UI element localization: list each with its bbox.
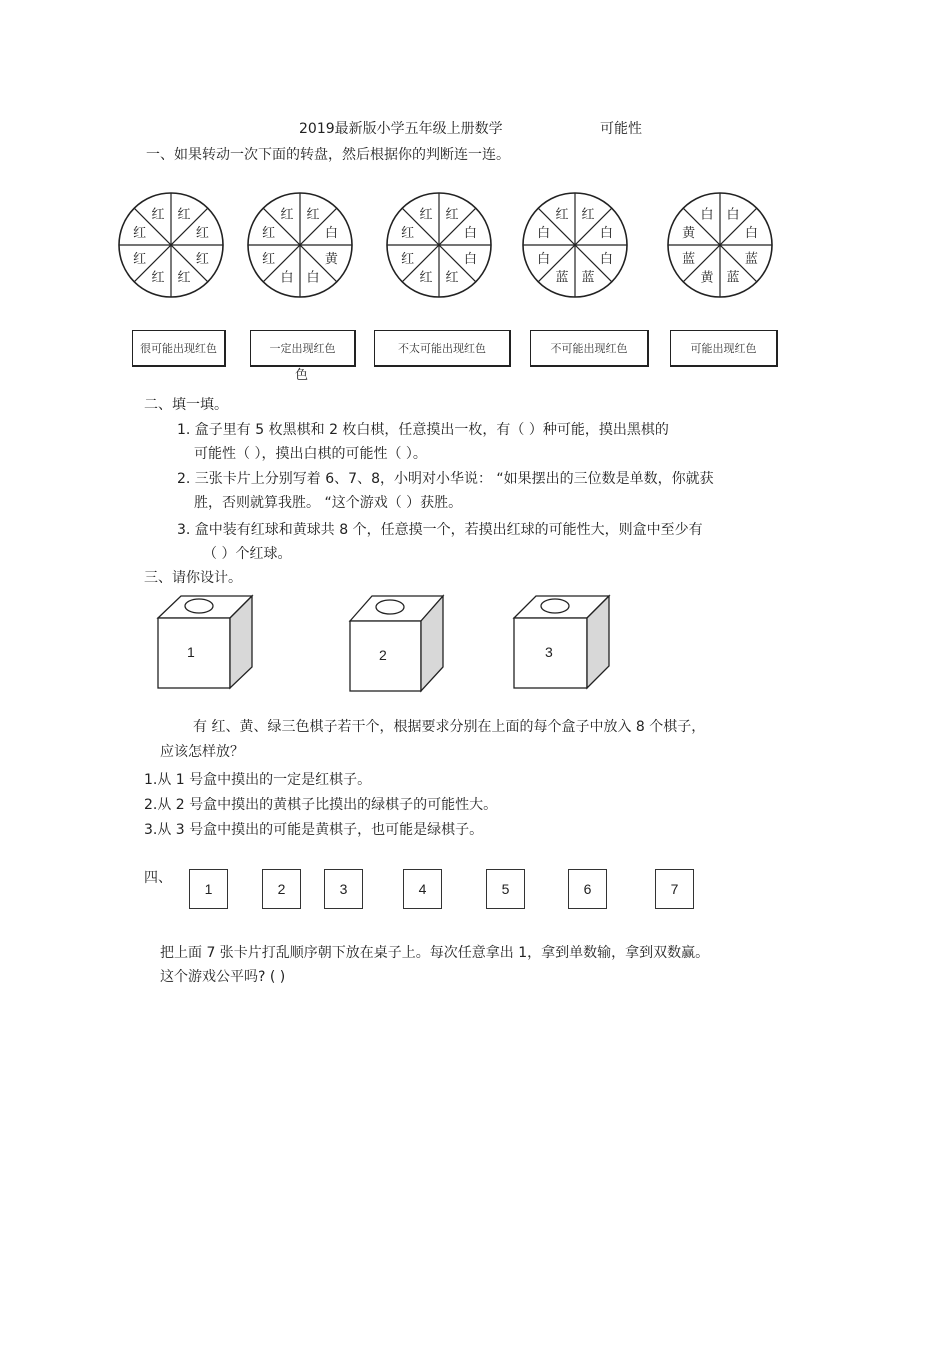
spinner-3 bbox=[384, 190, 494, 300]
spinner-sector-label: 白 bbox=[324, 225, 338, 241]
spinner-sector-label: 红 bbox=[280, 207, 294, 223]
spinner-sector-label: 红 bbox=[419, 270, 433, 286]
spinner-sector-label: 红 bbox=[195, 252, 209, 268]
spinner-sector-label: 红 bbox=[306, 207, 320, 223]
spinner-sector-label: 红 bbox=[445, 270, 459, 286]
section1-heading: 一、如果转动一次下面的转盘，然后根据你的判断连一连。 bbox=[146, 147, 510, 163]
q1-line1: 1. 盒子里有 5 枚黑棋和 2 枚白棋，任意摸出一枚，有（ ）种可能，摸出黑棋的 bbox=[177, 422, 669, 438]
spinner-sector-label: 白 bbox=[537, 252, 551, 268]
spinner-sector-label: 红 bbox=[177, 207, 191, 223]
spinner-sector-label: 红 bbox=[195, 225, 209, 241]
box-1-number: 1 bbox=[187, 644, 195, 660]
spinner-sector-label: 蓝 bbox=[581, 270, 595, 286]
option-box-3 bbox=[374, 330, 511, 367]
spinner-sector-label: 白 bbox=[463, 252, 477, 268]
spinner-5 bbox=[665, 190, 775, 300]
number-card-2: 2 bbox=[262, 869, 301, 909]
box-2 bbox=[343, 590, 463, 694]
design-intro-line2: 应该怎样放？ bbox=[160, 744, 244, 760]
spinner-sector-label: 蓝 bbox=[555, 270, 569, 286]
option-label: 一定出现红色 bbox=[269, 342, 336, 355]
spinner-sector-label: 红 bbox=[262, 252, 276, 268]
spinner-sector-label: 蓝 bbox=[744, 252, 758, 268]
number-card-5: 5 bbox=[486, 869, 525, 909]
option-label: 不太可能出现红色 bbox=[398, 342, 486, 355]
spinner-sector-label: 黄 bbox=[682, 225, 696, 241]
q1-line2: 可能性（ ），摸出白棋的可能性（ ）。 bbox=[194, 446, 427, 462]
requirement-3: 3.从 3 号盒中摸出的可能是黄棋子，也可能是绿棋子。 bbox=[144, 822, 484, 838]
number-card-3: 3 bbox=[324, 869, 363, 909]
spinner-sector-label: 红 bbox=[133, 225, 147, 241]
q3-line1: 3. 盒中装有红球和黄球共 8 个，任意摸一个，若摸出红球的可能性大，则盒中至少有 bbox=[177, 522, 703, 538]
option-label: 很可能出现红色 bbox=[140, 342, 217, 355]
spinner-4 bbox=[520, 190, 630, 300]
game-text-line2: 这个游戏公平吗? ( ) bbox=[160, 969, 286, 985]
overflow-char: 色 bbox=[295, 368, 309, 383]
spinner-sector-label: 蓝 bbox=[726, 270, 740, 286]
box-2-number: 2 bbox=[379, 647, 387, 663]
section2-heading: 二、填一填。 bbox=[144, 397, 228, 413]
spinner-sector-label: 白 bbox=[700, 207, 714, 223]
spinner-sector-label: 红 bbox=[419, 207, 433, 223]
spinner-sector-label: 白 bbox=[599, 252, 613, 268]
q2-line1: 2. 三张卡片上分别写着 6、7、8，小明对小华说： “如果摆出的三位数是单数，你就获 bbox=[177, 471, 714, 487]
spinner-sector-label: 白 bbox=[726, 207, 740, 223]
spinner-sector-label: 红 bbox=[133, 252, 147, 268]
spinner-sector-label: 红 bbox=[401, 252, 415, 268]
requirement-2: 2.从 2 号盒中摸出的黄棋子比摸出的绿棋子的可能性大。 bbox=[144, 797, 498, 813]
spinner-sector-label: 白 bbox=[306, 270, 320, 286]
option-label: 可能出现红色 bbox=[690, 342, 757, 355]
number-card-1: 1 bbox=[189, 869, 228, 909]
option-box-1 bbox=[132, 330, 226, 367]
spinner-sector-label: 红 bbox=[581, 207, 595, 223]
spinner-sector-label: 红 bbox=[445, 207, 459, 223]
requirement-1: 1.从 1 号盒中摸出的一定是红棋子。 bbox=[144, 772, 372, 788]
spinner-sector-label: 红 bbox=[262, 225, 276, 241]
spinner-sector-label: 黄 bbox=[700, 270, 714, 286]
number-card-4: 4 bbox=[403, 869, 442, 909]
section4-heading: 四、 bbox=[144, 870, 172, 886]
option-label: 不可能出现红色 bbox=[550, 342, 628, 355]
section3-heading: 三、请你设计。 bbox=[144, 570, 242, 586]
spinner-sector-label: 蓝 bbox=[682, 252, 696, 268]
spinner-2 bbox=[245, 190, 355, 300]
box-1 bbox=[150, 590, 270, 690]
spinner-sector-label: 白 bbox=[463, 225, 477, 241]
spinner-sector-label: 红 bbox=[177, 270, 191, 286]
spinner-sector-label: 白 bbox=[537, 225, 551, 241]
spinner-1 bbox=[116, 190, 226, 300]
spinner-sector-label: 白 bbox=[280, 270, 294, 286]
number-card-6: 6 bbox=[568, 869, 607, 909]
spinner-sector-label: 红 bbox=[401, 225, 415, 241]
q3-line2: （ ）个红球。 bbox=[203, 546, 292, 562]
option-box-4 bbox=[530, 330, 649, 367]
spinner-sector-label: 黄 bbox=[324, 252, 338, 268]
box-3-number: 3 bbox=[545, 644, 553, 660]
spinner-sector-label: 白 bbox=[599, 225, 613, 241]
game-text-line1: 把上面 7 张卡片打乱顺序朝下放在桌子上。每次任意拿出 1，拿到单数输，拿到双数赢。 bbox=[160, 945, 710, 961]
option-box-2 bbox=[250, 330, 356, 367]
spinner-sector-label: 红 bbox=[151, 270, 165, 286]
spinner-sector-label: 红 bbox=[555, 207, 569, 223]
q2-line2: 胜，否则就算我胜。 “这个游戏（ ）获胜。 bbox=[194, 495, 463, 511]
box-3 bbox=[507, 590, 627, 690]
spinner-sector-label: 白 bbox=[744, 225, 758, 241]
option-box-5 bbox=[670, 330, 778, 367]
number-card-7: 7 bbox=[655, 869, 694, 909]
spinner-sector-label: 红 bbox=[151, 207, 165, 223]
doc-topic: 可能性 bbox=[600, 121, 642, 137]
doc-title: 2019最新版小学五年级上册数学 bbox=[299, 121, 503, 137]
design-intro-line1: 有 红、黄、绿三色棋子若干个，根据要求分别在上面的每个盒子中放入 8 个棋子， bbox=[193, 719, 706, 735]
